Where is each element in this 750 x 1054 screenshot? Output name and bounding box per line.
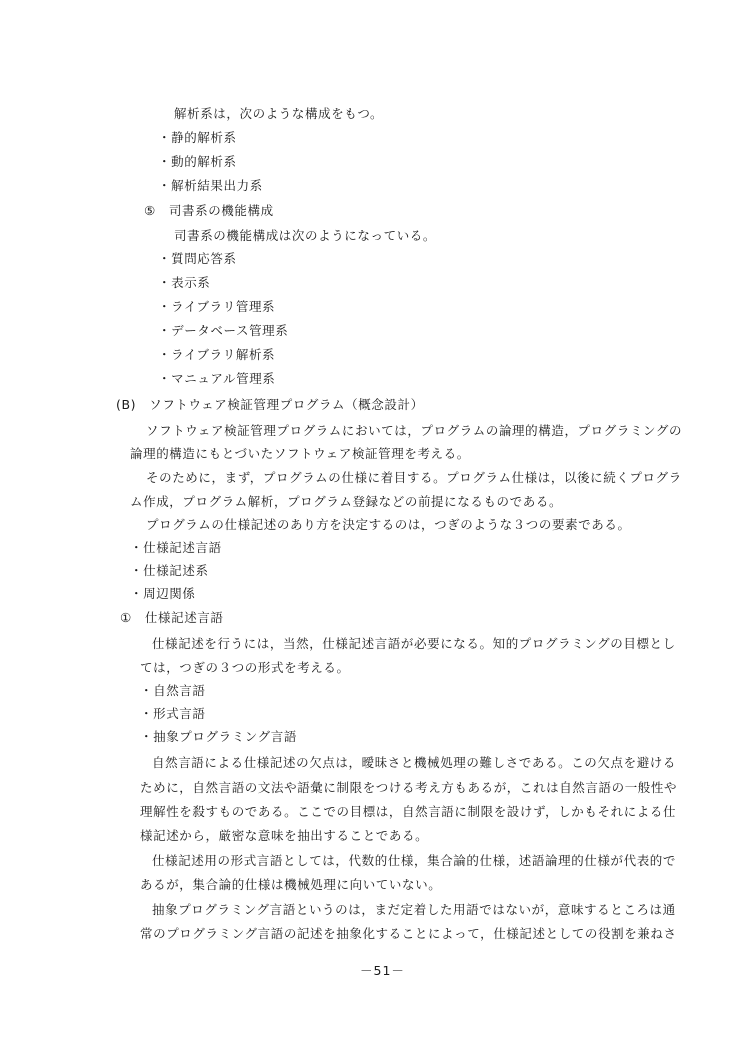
text-line: 解析系は，次のような構成をもつ。 xyxy=(174,106,384,121)
bullet-item: ・仕様記述系 xyxy=(130,563,209,578)
text-line: あるが，集合論的仕様は機械処理に向いていない。 xyxy=(140,877,442,892)
text-line: 論理的構造にもとづいたソフトウェア検証管理を考える。 xyxy=(130,446,470,461)
bullet-item: ・マニュアル管理系 xyxy=(158,371,276,386)
section-heading: ⑤ 司書系の機能構成 xyxy=(144,203,274,218)
text-line: 自然言語による仕様記述の欠点は，曖昧さと機械処理の難しさである。この欠点を避ける xyxy=(152,755,677,770)
text-line: 仕様記述用の形式言語としては，代数的仕様，集合論的仕様，述語論理的仕様が代表的で xyxy=(152,853,677,868)
text-line: プログラムの仕様記述のあり方を決定するのは，つぎのような３つの要素である。 xyxy=(146,517,631,532)
text-line: 様記述から，厳密な意味を抽出することである。 xyxy=(140,828,429,843)
text-line: ム作成，プログラム解析，プログラム登録などの前提になるものである。 xyxy=(130,494,563,509)
bullet-item: ・表示系 xyxy=(158,275,211,290)
bullet-item: ・質問応答系 xyxy=(158,251,237,266)
bullet-item: ・抽象プログラミング言語 xyxy=(140,729,297,744)
text-line: 抽象プログラミング言語というのは，まだ定着した用語ではないが，意味するところは通 xyxy=(152,902,676,917)
text-line: ために，自然言語の文法や語彙に制限をつける考え方もあるが，これは自然言語の一般性や xyxy=(140,780,678,795)
page-number: －51－ xyxy=(360,963,405,978)
bullet-item: ・解析結果出力系 xyxy=(158,178,263,193)
section-heading: ① 仕様記述言語 xyxy=(120,610,224,625)
bullet-item: ・自然言語 xyxy=(140,683,206,698)
text-line: ては，つぎの３つの形式を考える。 xyxy=(140,660,350,675)
text-line: 常のプログラミング言語の記述を抽象化することによって，仕様記述としての役割を兼ねさ xyxy=(140,926,677,941)
bullet-item: ・周辺関係 xyxy=(130,586,196,601)
bullet-item: ・データベース管理系 xyxy=(158,323,289,338)
bullet-item: ・静的解析系 xyxy=(158,130,237,145)
bullet-item: ・仕様記述言語 xyxy=(130,540,222,555)
bullet-item: ・形式言語 xyxy=(140,706,206,721)
text-line: そのために，まず，プログラムの仕様に着目する。プログラム仕様は，以後に続くプログラ xyxy=(146,470,682,485)
text-line: 司書系の機能構成は次のようになっている。 xyxy=(174,228,437,243)
bullet-item: ・ライブラリ解析系 xyxy=(158,347,276,362)
section-heading: (B) ソフトウェア検証管理プログラム（概念設計） xyxy=(116,397,424,412)
text-line: 理解性を殺すものである。ここでの目標は，自然言語に制限を設けず，しかもそれによる仕 xyxy=(140,804,677,819)
bullet-item: ・動的解析系 xyxy=(158,154,237,169)
text-line: 仕様記述を行うには，当然，仕様記述言語が必要になる。知的プログラミングの目標とし xyxy=(152,636,676,651)
text-line: ソフトウェア検証管理プログラムにおいては，プログラムの論理的構造，プログラミングの xyxy=(146,423,683,438)
bullet-item: ・ライブラリ管理系 xyxy=(158,299,276,314)
